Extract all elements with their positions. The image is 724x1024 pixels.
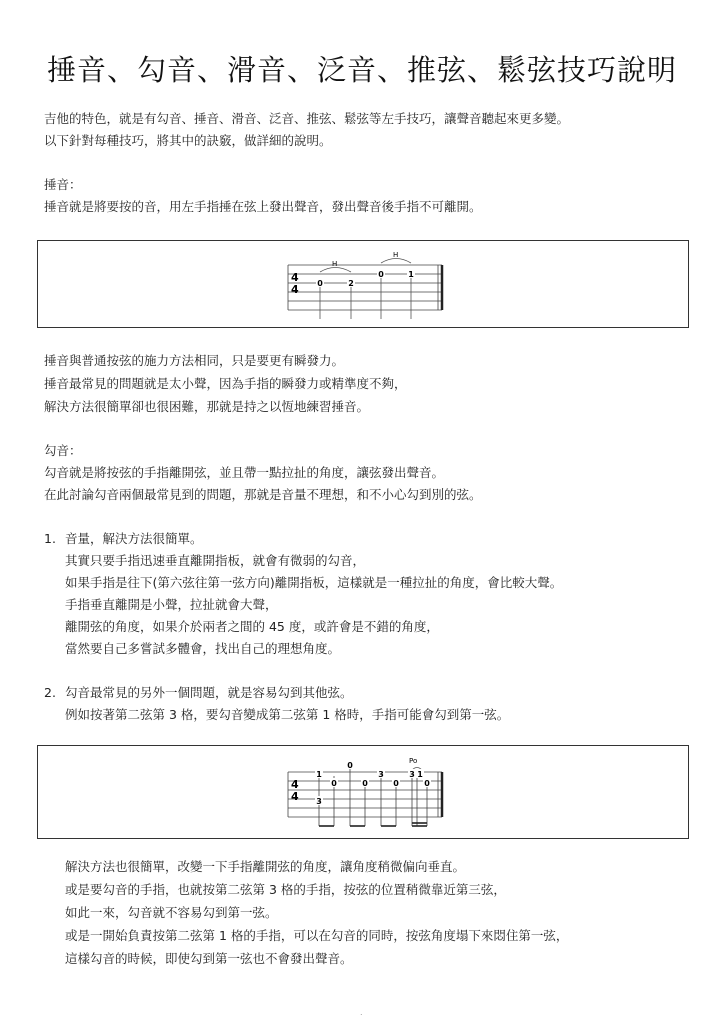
time-signature-bottom: 4: [291, 790, 299, 803]
item1-line: 如果手指是往下(第六弦往第一弦方向)離開指板，這樣就是一種拉扯的角度，會比較大聲。: [65, 575, 563, 590]
solution-line: 解決方法也很簡單，改變一下手指離開弦的角度，讓角度稍微偏向垂直。: [65, 859, 466, 874]
solution-line: 或是要勾音的手指，也就按第二弦第 3 格的手指，按弦的位置稍微靠近第三弦，: [65, 882, 506, 897]
item1-line: 手指垂直離開是小聲，拉扯就會大聲，: [65, 597, 278, 612]
tab-note: 0: [393, 779, 399, 788]
pulloff-mark: Po: [409, 757, 418, 765]
hammer-tip: 捶音與普通按弦的施力方法相同，只是要更有瞬發力。: [44, 353, 345, 368]
intro-line: 吉他的特色，就是有勾音、捶音、滑音、泛音、推弦、鬆弦等左手技巧，讓聲音聽起來更多變。: [44, 111, 570, 126]
tab-note: 0: [362, 779, 368, 788]
hammer-slur: [320, 268, 351, 273]
tab-note: 1: [316, 770, 322, 779]
hammer-slur: [381, 259, 411, 264]
tab-note: 0: [424, 779, 430, 788]
tab-note: 1: [408, 270, 414, 279]
tab-note: 3: [316, 797, 322, 806]
item2-line: 例如按著第二弦第 3 格，要勾音變成第二弦第 1 格時，手指可能會勾到第一弦。: [65, 707, 510, 722]
tab-note: 0: [331, 779, 337, 788]
pulloff-heading: 勾音：: [44, 443, 82, 458]
hammer-mark: H: [332, 260, 338, 268]
tab-note: 1: [417, 770, 423, 779]
list-number: 2.: [44, 685, 56, 700]
pulloff-description: 在此討論勾音兩個最常見到的問題，那就是音量不理想，和不小心勾到別的弦。: [44, 487, 482, 502]
page-title: 捶音、勾音、滑音、泛音、推弦、鬆弦技巧說明: [46, 53, 677, 87]
hammer-description: 捶音就是將要按的音，用左手指捶在弦上發出聲音，發出聲音後手指不可離開。: [44, 199, 482, 214]
hammer-tab-staff: [38, 241, 688, 327]
item2-line: 勾音最常見的另外一個問題，就是容易勾到其他弦。: [65, 685, 353, 700]
pulloff-tab-box: [37, 745, 689, 839]
pulloff-tab-staff: [38, 746, 688, 838]
solution-line: 這樣勾音的時候，即使勾到第一弦也不會發出聲音。: [65, 951, 353, 966]
item1-line: 音量，解決方法很簡單。: [65, 531, 203, 546]
time-signature-bottom: 4: [291, 283, 299, 296]
tab-note: 0: [347, 761, 353, 770]
hammer-tab-box: [37, 240, 689, 328]
pulloff-description: 勾音就是將按弦的手指離開弦，並且帶一點拉扯的角度，讓弦發出聲音。: [44, 465, 445, 480]
item1-line: 其實只要手指迅速垂直離開指板，就會有微弱的勾音，: [65, 553, 366, 568]
item1-line: 離開弦的角度，如果介於兩者之間的 45 度，或許會是不錯的角度，: [65, 619, 439, 634]
hammer-tip: 解決方法很簡單卻也很困難，那就是持之以恆地練習捶音。: [44, 399, 370, 414]
hammer-mark: H: [393, 251, 399, 259]
tab-note: 0: [317, 279, 323, 288]
item1-line: 當然要自己多嘗試多體會，找出自己的理想角度。: [65, 641, 341, 656]
time-signature-top: 4: [291, 778, 299, 791]
tab-note: 3: [378, 770, 384, 779]
tab-note: 2: [348, 279, 354, 288]
list-number: 1.: [44, 531, 56, 546]
tab-note: 3: [409, 770, 415, 779]
tab-note: 0: [378, 270, 384, 279]
solution-line: 如此一來，勾音就不容易勾到第一弦。: [65, 905, 278, 920]
intro-line: 以下針對每種技巧，將其中的訣竅，做詳細的說明。: [44, 133, 332, 148]
solution-line: 或是一開始負責按第二弦第 1 格的手指，可以在勾音的同時，按弦角度塌下來悶住第一弦，: [65, 928, 569, 943]
time-signature-top: 4: [291, 271, 299, 284]
hammer-tip: 捶音最常見的問題就是太小聲，因為手指的瞬發力或精準度不夠，: [44, 376, 407, 391]
page-footer-mark: .: [360, 1008, 363, 1017]
hammer-heading: 捶音：: [44, 177, 82, 192]
